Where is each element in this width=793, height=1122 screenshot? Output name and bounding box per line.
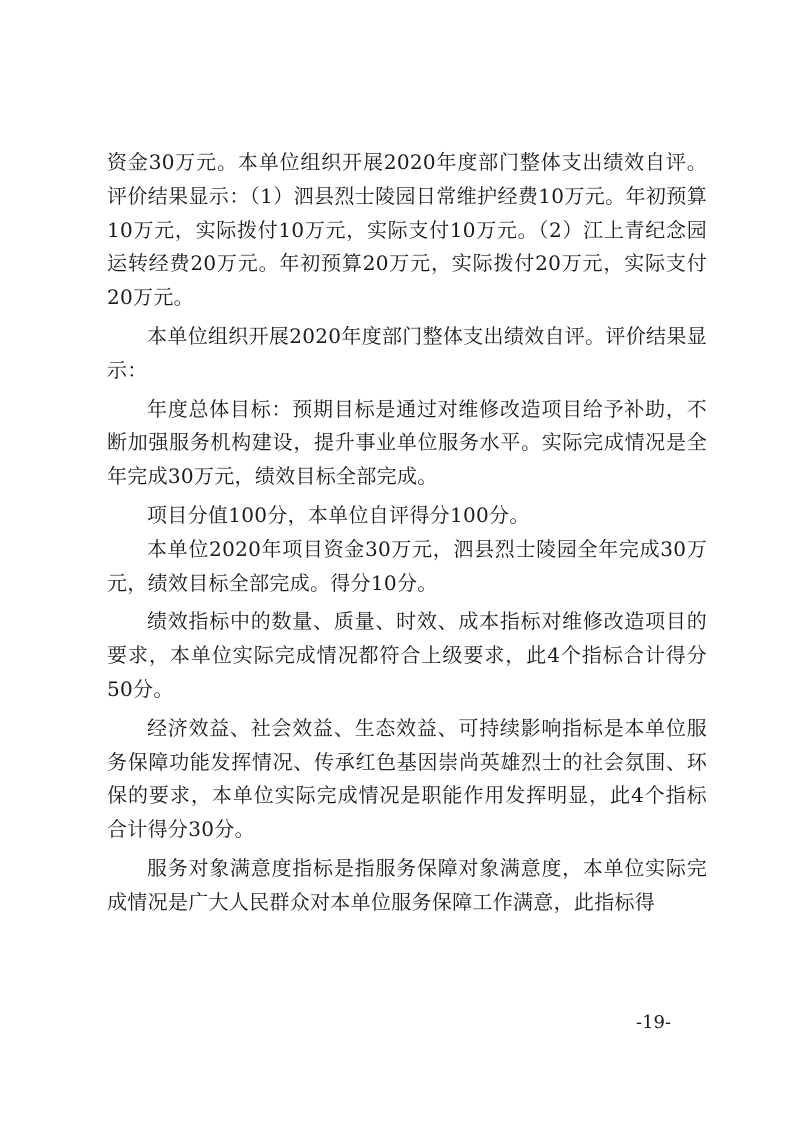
paragraph-self-evaluation: 本单位组织开展2020年度部门整体支出绩效自评。评价结果显示： xyxy=(107,323,707,382)
document-body xyxy=(107,146,707,920)
page-number: -19- xyxy=(636,1012,672,1033)
paragraph-performance-indicators: 绩效指标中的数量、质量、时效、成本指标对维修改造项目的要求，本单位实际完成情况都符合上级要求，此4个指标合计得分50分。 xyxy=(107,609,707,701)
paragraph-annual-goal: 年度总体目标：预期目标是通过对维修改造项目给予补助，不断加强服务机构建设，提升事业单位服务水平。实际完成情况是全年完成30万元，绩效目标全部完成。 xyxy=(107,396,707,489)
paragraph-benefit-indicators: 经济效益、社会效益、生态效益、可持续影响指标是本单位服务保障功能发挥情况、传承红色基因崇尚英雄烈士的社会氛围、环保的要求，本单位实际完成情况是职能作用发挥明显，此4个指标合计得分30分。 xyxy=(107,715,707,842)
paragraph-satisfaction-indicator: 服务对象满意度指标是指服务保障对象满意度，本单位实际完成情况是广大人民群众对本单位服务保障工作满意，此指标得 xyxy=(107,855,707,914)
paragraph-funds-evaluation: 资金30万元。本单位组织开展2020年度部门整体支出绩效自评。评价结果显示：（1）泗县烈士陵园日常维护经费10万元。年初预算10万元，实际拨付10万元，实际支付10万元。（2）江上青纪念园运转经费20万元。年初预算20万元，实际拨付20万元，实际支付20万元。 xyxy=(107,150,707,310)
paragraph-project-funds: 本单位2020年项目资金30万元，泗县烈士陵园全年完成30万元，绩效目标全部完成。得分10分。 xyxy=(107,536,707,595)
paragraph-project-score: 项目分值100分，本单位自评得分100分。 xyxy=(147,502,530,527)
